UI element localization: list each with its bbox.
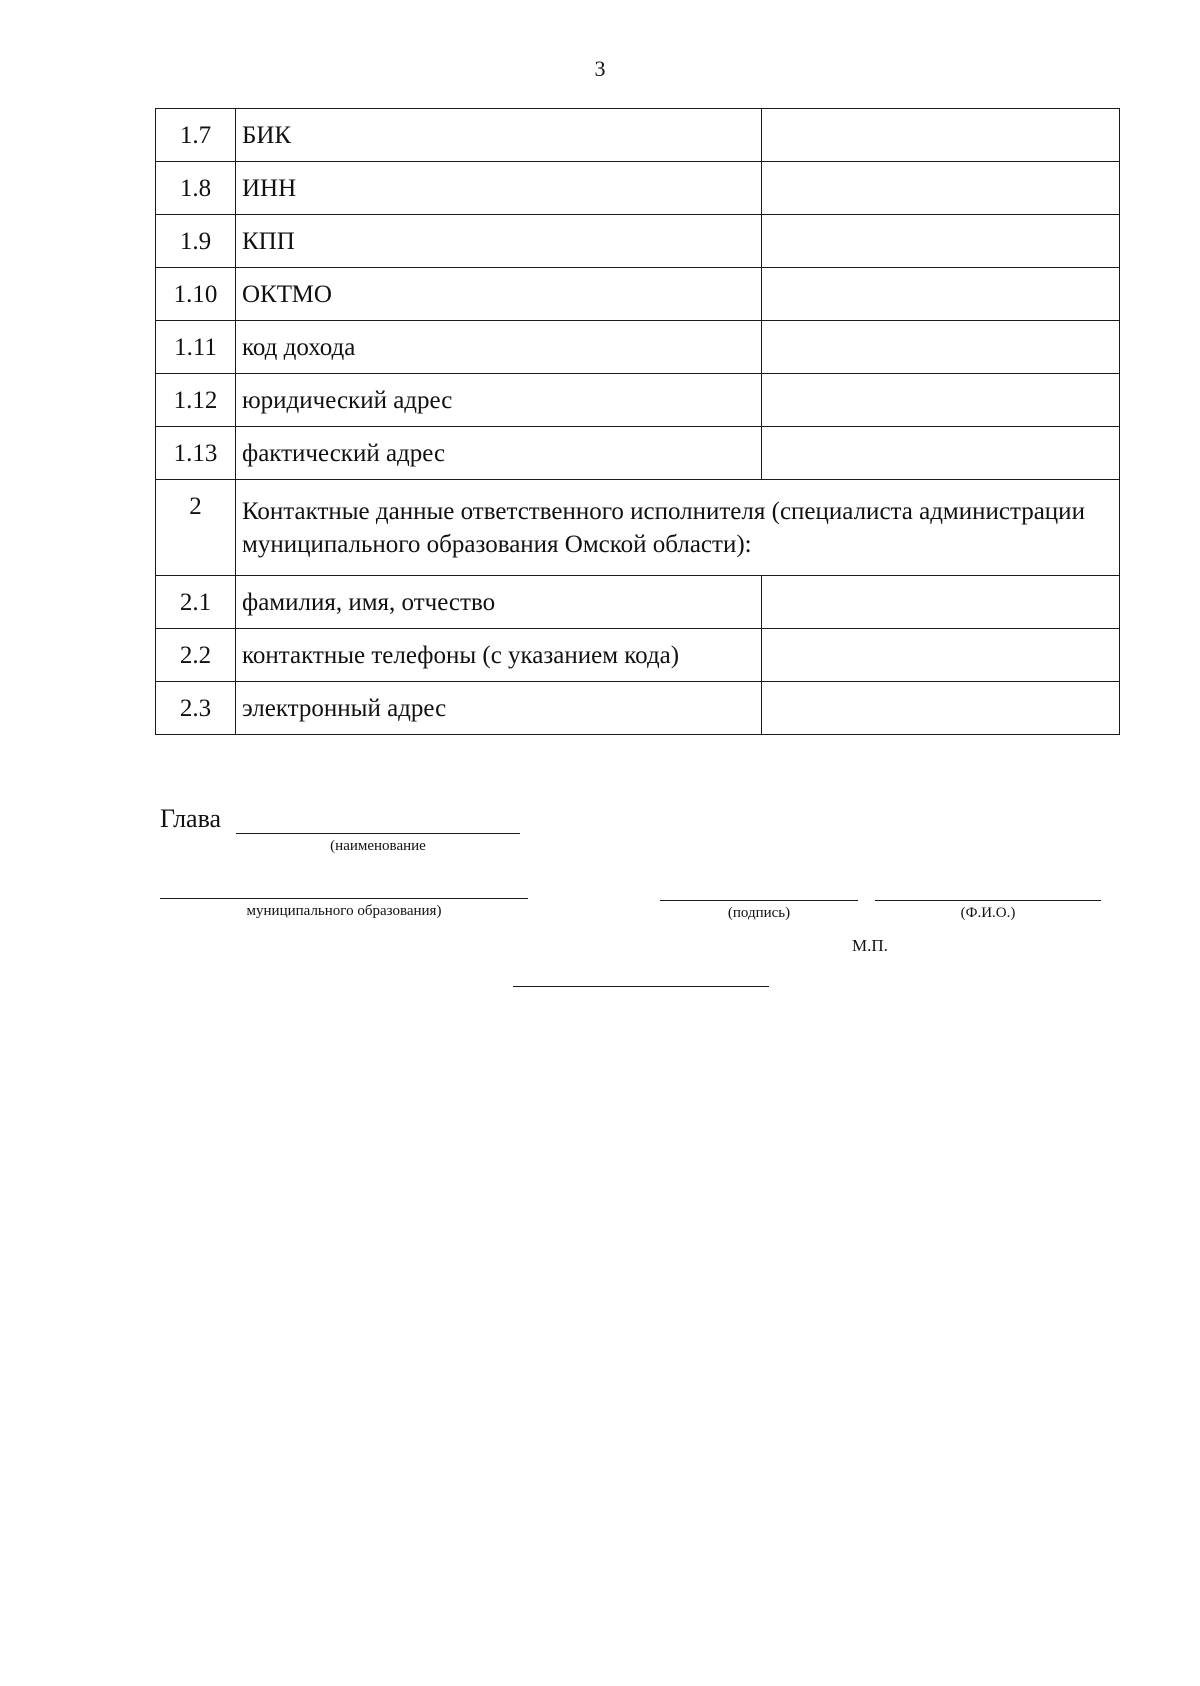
section-number: 2 xyxy=(156,480,236,576)
table-row xyxy=(156,682,1120,735)
row-value-cell[interactable] xyxy=(762,427,1120,480)
fio-caption: (Ф.И.О.) xyxy=(960,905,1016,921)
row-label: контактные телефоны (с указанием кода) xyxy=(236,629,762,682)
section-label: Контактные данные ответственного исполнителя (специалиста администрации муниципального образования Омской области): xyxy=(236,480,1120,576)
row-label: БИК xyxy=(236,109,762,162)
row-value-cell[interactable] xyxy=(762,682,1120,735)
row-number: 1.12 xyxy=(156,374,236,427)
signature-caption: (подпись) xyxy=(727,905,791,921)
row-number: 2.3 xyxy=(156,682,236,735)
requisites-table xyxy=(155,108,1120,735)
signatory-title: Глава xyxy=(160,804,222,833)
row-number: 1.8 xyxy=(156,162,236,215)
name-line[interactable] xyxy=(236,833,520,834)
table-row xyxy=(156,576,1120,629)
table-row xyxy=(156,268,1120,321)
table-row xyxy=(156,629,1120,682)
row-number: 1.13 xyxy=(156,427,236,480)
row-value-cell[interactable] xyxy=(762,162,1120,215)
row-value-cell[interactable] xyxy=(762,321,1120,374)
row-number: 1.9 xyxy=(156,215,236,268)
row-label: ОКТМО xyxy=(236,268,762,321)
table-row xyxy=(156,374,1120,427)
end-rule xyxy=(513,986,769,987)
row-number: 1.10 xyxy=(156,268,236,321)
row-label: фамилия, имя, отчество xyxy=(236,576,762,629)
row-value-cell[interactable] xyxy=(762,576,1120,629)
table-row xyxy=(156,215,1120,268)
table-row xyxy=(156,109,1120,162)
fio-line[interactable] xyxy=(875,900,1101,901)
row-number: 1.7 xyxy=(156,109,236,162)
section-row xyxy=(156,480,1120,576)
table-row xyxy=(156,162,1120,215)
row-value-cell[interactable] xyxy=(762,374,1120,427)
row-value-cell[interactable] xyxy=(762,109,1120,162)
row-number: 2.2 xyxy=(156,629,236,682)
row-label: код дохода xyxy=(236,321,762,374)
row-label: фактический адрес xyxy=(236,427,762,480)
row-label: юридический адрес xyxy=(236,374,762,427)
municipality-line[interactable] xyxy=(160,898,528,899)
row-number: 2.1 xyxy=(156,576,236,629)
row-number: 1.11 xyxy=(156,321,236,374)
page-number: 3 xyxy=(594,56,606,81)
row-value-cell[interactable] xyxy=(762,268,1120,321)
signature-line[interactable] xyxy=(660,900,858,901)
table-row xyxy=(156,321,1120,374)
row-value-cell[interactable] xyxy=(762,215,1120,268)
row-label: электронный адрес xyxy=(236,682,762,735)
stamp-label: М.П. xyxy=(852,936,888,955)
municipality-caption: муниципального образования) xyxy=(246,903,442,919)
row-label: КПП xyxy=(236,215,762,268)
row-value-cell[interactable] xyxy=(762,629,1120,682)
name-caption: (наименование xyxy=(330,838,426,854)
table-row xyxy=(156,427,1120,480)
row-label: ИНН xyxy=(236,162,762,215)
